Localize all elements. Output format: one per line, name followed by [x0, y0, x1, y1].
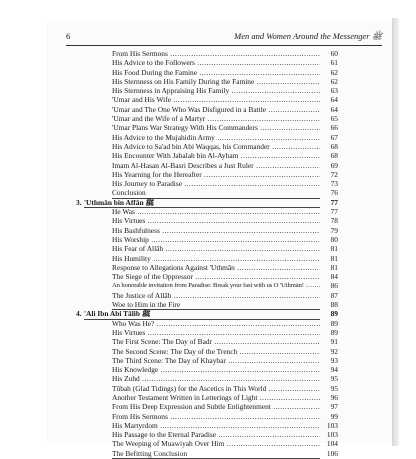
toc-entry-title: The Befitting Conclusion	[112, 449, 320, 459]
toc-page-number: 61	[330, 58, 338, 68]
toc-page-number: 66	[330, 123, 338, 133]
toc-section-number: 4.	[76, 309, 82, 319]
toc-page-number: 103	[326, 430, 338, 440]
toc-page-number: 60	[330, 49, 338, 58]
toc-entry	[66, 207, 338, 216]
toc-entry-title: Woe to Him in the Fire	[112, 300, 320, 310]
toc-entry	[66, 105, 338, 114]
toc-section-number: 3.	[76, 197, 82, 207]
toc-entry	[66, 328, 338, 337]
toc-entry-title: The Second Scene: The Day of the Trench .....	[112, 347, 320, 356]
toc-entry	[66, 77, 338, 86]
toc-entry-title: Who Was He? .....	[112, 319, 320, 328]
toc-entry	[66, 337, 338, 346]
toc-page-number: 64	[330, 104, 338, 114]
toc-page-number: 68	[330, 151, 338, 161]
toc-entry	[66, 161, 338, 170]
toc-page-number: 80	[330, 234, 338, 244]
toc-entry-title: From His Sermons .....	[112, 49, 320, 58]
toc-entry-title: 'Umar and His Wife .....	[112, 95, 320, 104]
toc-entry	[66, 449, 338, 458]
toc-entry	[66, 347, 338, 356]
toc-entry-title: His Fear of Allāh .....	[112, 244, 320, 253]
toc-page-number: 95	[330, 374, 338, 384]
toc-page-number: 89	[330, 309, 338, 319]
toc-entry	[66, 68, 338, 77]
toc-entry	[66, 412, 338, 421]
toc-entry-title: His Virtues .....	[112, 216, 320, 225]
toc-entry-title: 'Umar Plans War Strategy With His Commanders .....	[112, 123, 320, 132]
toc-entry	[66, 49, 338, 58]
toc-entry-title: From His Sermons .....	[112, 412, 320, 421]
toc-page-number: 96	[330, 392, 338, 402]
toc-page-number: 104	[326, 439, 338, 449]
toc-section-heading	[66, 309, 338, 318]
toc-page-number: 103	[326, 420, 338, 430]
toc-page-number: 89	[330, 318, 338, 328]
book-title: Men and Women Around the Messenger ﷺ	[234, 31, 382, 41]
toc-entry	[66, 95, 338, 104]
toc-page-number: 72	[330, 169, 338, 179]
toc-entry	[66, 263, 338, 272]
toc-page-number: 84	[330, 272, 338, 282]
toc-entry-title: His Bashfulness .....	[112, 226, 320, 235]
toc-page-number: 81	[330, 244, 338, 254]
toc-entry	[66, 58, 338, 67]
running-header	[66, 31, 382, 46]
toc-entry	[66, 216, 338, 225]
toc-page-number: 73	[330, 179, 338, 189]
toc-page-number: 89	[330, 327, 338, 337]
toc-entry	[66, 244, 338, 253]
toc-page-number: 86	[330, 281, 338, 291]
toc-page-number: 77	[330, 197, 338, 207]
toc-entry	[66, 254, 338, 263]
toc-entry	[66, 179, 338, 188]
toc-entry-title: Imam Al-Hasan Al-Basri Describes a Just Ruler .....	[112, 161, 320, 170]
toc-page-number: 62	[330, 67, 338, 77]
toc-entry	[66, 151, 338, 160]
toc-page-number: 88	[330, 300, 338, 310]
toc-entry-title: His Virtues .....	[112, 328, 320, 337]
toc-page-number: 99	[330, 411, 338, 421]
toc-entry-title: Another Testament Written in Letterings of Light .....	[112, 393, 320, 402]
toc-entry-title: An honorable invitation from Paradise: Break your fast with us O 'Uthmān! .....	[112, 281, 320, 290]
toc-entry-title: The Siege of the Oppressor .....	[112, 272, 320, 281]
toc-entry-title: His Zuhd .....	[112, 374, 320, 383]
table-of-contents	[66, 49, 338, 458]
toc-page-number: 69	[330, 160, 338, 170]
toc-entry-title: His Yearning for the Hereafter .....	[112, 170, 320, 179]
toc-page-number: 76	[330, 188, 338, 198]
toc-entry-title: Response to Allegations Against 'Uthmān .....	[112, 263, 320, 272]
toc-entry	[66, 114, 338, 123]
toc-page-number: 92	[330, 346, 338, 356]
toc-entry-title: His Humility .....	[112, 254, 320, 263]
toc-entry-title: 'Ali Ibn Abi Tālib ﷺ	[84, 309, 320, 319]
toc-entry-title: His Advice to the Followers .....	[112, 58, 320, 67]
toc-entry	[66, 235, 338, 244]
toc-entry-title: 'Uthmān bin Affān ﷺ	[84, 198, 320, 208]
toc-entry-title: 'Umar and the Wife of a Martyr .....	[112, 114, 320, 123]
toc-page-number: 64	[330, 95, 338, 105]
toc-page-number: 63	[330, 86, 338, 96]
toc-entry-title: The Third Scene: The Day of Khaybar .....	[112, 356, 320, 365]
toc-entry	[66, 142, 338, 151]
toc-entry-title: From His Deep Expression and Subtle Enlightenment .....	[112, 402, 320, 411]
toc-entry	[66, 291, 338, 300]
toc-entry-title: The Justice of Allāh .....	[112, 291, 320, 300]
toc-page-number: 68	[330, 141, 338, 151]
toc-entry	[66, 421, 338, 430]
toc-page-number: 87	[330, 290, 338, 300]
toc-entry	[66, 281, 338, 290]
page-edge	[392, 18, 399, 446]
toc-entry-title: His Worship .....	[112, 235, 320, 244]
toc-entry-title: His Encounter With Jabalah bin Al-Ayham .....	[112, 151, 320, 160]
toc-page-number: 106	[326, 448, 338, 458]
toc-entry	[66, 226, 338, 235]
toc-entry-title: He Was .....	[112, 207, 320, 216]
toc-page-number: 97	[330, 402, 338, 412]
toc-entry	[66, 384, 338, 393]
toc-entry	[66, 430, 338, 439]
toc-page-number: 62	[330, 76, 338, 86]
toc-entry	[66, 170, 338, 179]
toc-entry-title: His Sternness on His Family During the Famine .....	[112, 77, 320, 86]
toc-page-number: 79	[330, 225, 338, 235]
toc-page-number: 78	[330, 216, 338, 226]
toc-entry-title: His Sternness in Appraising His Family .....	[112, 86, 320, 95]
toc-entry	[66, 86, 338, 95]
toc-page-number: 91	[330, 337, 338, 347]
toc-entry-title: The First Scene: The Day of Badr .....	[112, 337, 320, 346]
toc-entry	[66, 374, 338, 383]
toc-entry-title: His Martyrdom .....	[112, 421, 320, 430]
toc-entry	[66, 319, 338, 328]
toc-page-number: 95	[330, 383, 338, 393]
toc-entry-title: The Weeping of Muawiyah Over Him .....	[112, 439, 320, 448]
toc-page-number: 67	[330, 132, 338, 142]
toc-entry	[66, 402, 338, 411]
toc-section-heading	[66, 198, 338, 207]
toc-entry	[66, 123, 338, 132]
page-number: 6	[66, 31, 71, 41]
toc-entry	[66, 300, 338, 309]
toc-entry	[66, 272, 338, 281]
toc-entry	[66, 356, 338, 365]
toc-entry	[66, 365, 338, 374]
toc-page-number: 81	[330, 262, 338, 272]
toc-entry-title: His Advice to the Mujahidin Army .....	[112, 133, 320, 142]
toc-page-number: 77	[330, 207, 338, 217]
toc-entry	[66, 439, 338, 448]
toc-entry	[66, 188, 338, 197]
toc-entry-title: His Journey to Paradise .....	[112, 179, 320, 188]
toc-page-number: 94	[330, 365, 338, 375]
toc-entry	[66, 393, 338, 402]
toc-entry-title: Tūbah (Glad Tidings) for the Ascetics in This World .....	[112, 384, 320, 393]
toc-entry-title: His Advice to Sa'ad bin Abi Waqqas, his Commander .....	[112, 142, 320, 151]
toc-entry-title: Conclusion	[112, 188, 320, 198]
toc-entry	[66, 133, 338, 142]
toc-page-number: 93	[330, 355, 338, 365]
toc-entry-title: His Food During the Famine .....	[112, 68, 320, 77]
toc-page-number: 65	[330, 114, 338, 124]
toc-entry-title: His Passage to the Eternal Paradise .....	[112, 430, 320, 439]
toc-entry-title: His Knowledge .....	[112, 365, 320, 374]
toc-page-number: 81	[330, 253, 338, 263]
toc-entry-title: 'Umar and The One Who Was Disfigured in a Battle .....	[112, 105, 320, 114]
